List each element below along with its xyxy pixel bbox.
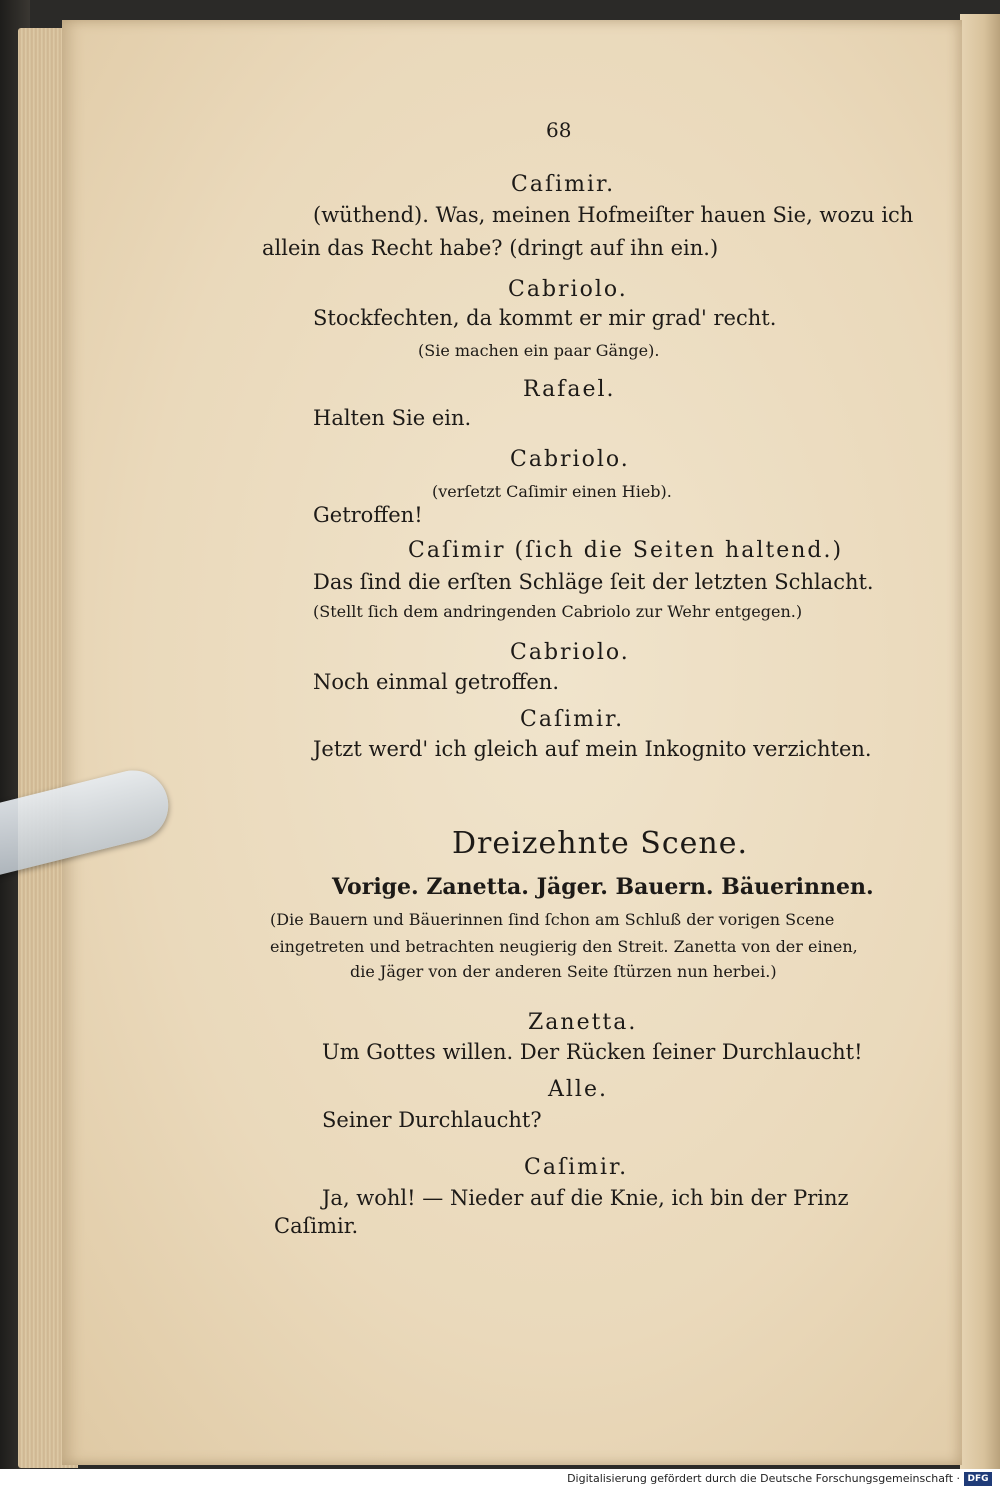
stage-direction: (verſetzt Caſimir einen Hieb). xyxy=(432,482,672,501)
text-line: Caſimir. xyxy=(274,1214,359,1238)
text-line: Seiner Durchlaucht? xyxy=(322,1108,542,1132)
speaker-casimir: Caſimir. xyxy=(511,172,616,197)
stage-direction: (Die Bauern und Bäuerinnen ſind ſchon am Schluß der vorigen Scene xyxy=(270,910,835,929)
stage-direction: (Stellt ſich dem andringenden Cabriolo zur Wehr entgegen.) xyxy=(313,602,803,621)
dfg-logo: DFG xyxy=(964,1472,992,1486)
text-line: Ja, wohl! — Nieder auf die Knie, ich bin der Prinz xyxy=(322,1186,849,1210)
speaker-casimir: Caſimir. xyxy=(524,1155,629,1180)
stage-direction: die Jäger von der anderen Seite ſtürzen nun herbei.) xyxy=(350,962,777,981)
scene-title: Dreizehnte Scene. xyxy=(452,826,749,861)
text-line: (wüthend). Was, meinen Hofmeiſter hauen Sie, wozu ich xyxy=(313,203,914,227)
speaker-alle: Alle. xyxy=(548,1077,608,1102)
footer-bar xyxy=(0,1469,1000,1491)
text-line: Um Gottes willen. Der Rücken ſeiner Durchlaucht! xyxy=(322,1040,863,1064)
page-number: 68 xyxy=(546,118,572,142)
text-line: Getroffen! xyxy=(313,503,423,527)
stage-direction: eingetreten und betrachten neugierig den Streit. Zanetta von der einen, xyxy=(270,937,858,956)
text-line: Das ſind die erſten Schläge ſeit der letzten Schlacht. xyxy=(313,570,874,594)
speaker-cabriolo: Cabriolo. xyxy=(508,277,628,302)
speaker-casimir: Caſimir (ſich die Seiten haltend.) xyxy=(408,538,844,563)
stage-direction: (Sie machen ein paar Gänge). xyxy=(418,341,660,360)
text-line: allein das Recht habe? (dringt auf ihn ein.) xyxy=(262,236,719,260)
speaker-rafael: Rafael. xyxy=(523,377,616,402)
text-line: Stockfechten, da kommt er mir grad' recht. xyxy=(313,306,777,330)
text-line: Jetzt werd' ich gleich auf mein Inkognito verzichten. xyxy=(313,737,872,761)
speaker-cabriolo: Cabriolo. xyxy=(510,640,630,665)
scene-cast: Vorige. Zanetta. Jäger. Bauern. Bäuerinnen. xyxy=(332,874,874,900)
speaker-casimir: Caſimir. xyxy=(520,707,625,732)
text-line: Noch einmal getroffen. xyxy=(313,670,560,694)
digitization-credit: Digitalisierung gefördert durch die Deutsche Forschungsgemeinschaft · xyxy=(567,1472,960,1485)
speaker-cabriolo: Cabriolo. xyxy=(510,447,630,472)
speaker-zanetta: Zanetta. xyxy=(528,1010,638,1035)
next-page-edge xyxy=(960,14,1000,1469)
text-line: Halten Sie ein. xyxy=(313,406,472,430)
